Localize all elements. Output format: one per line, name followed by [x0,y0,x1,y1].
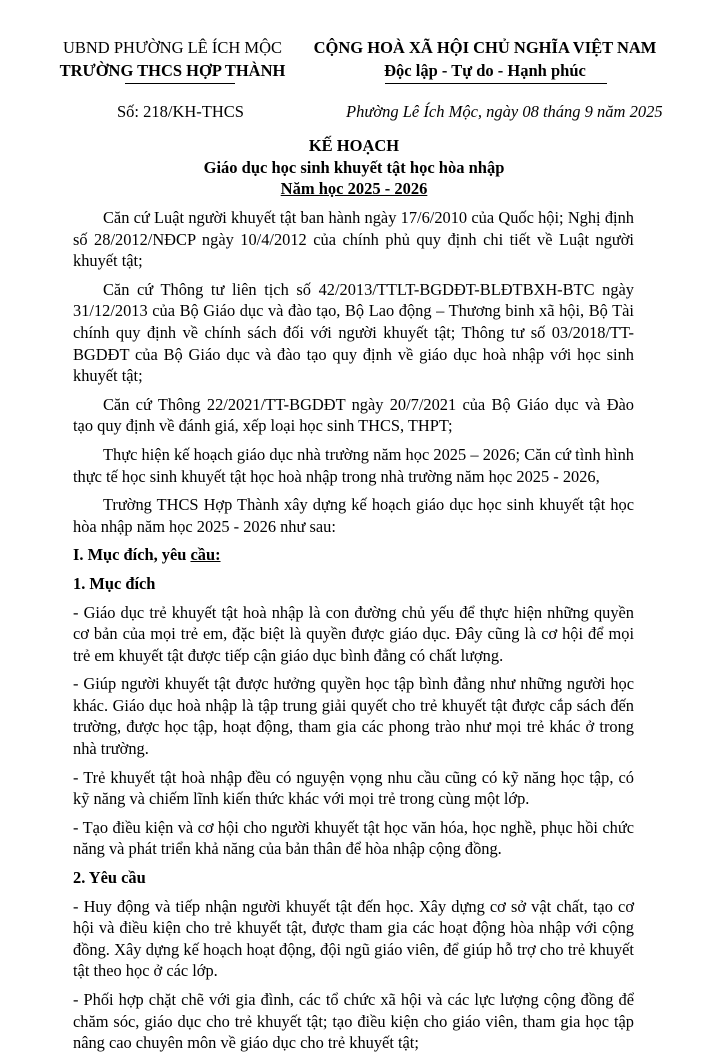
motto: Độc lập - Tự do - Hạnh phúc [384,61,586,80]
purpose-item: - Giáo dục trẻ khuyết tật hoà nhập là con đường chủ yếu để thực hiện những quyền cơ bản của mọi trẻ em, đặc biệt là quyền được giáo dục. Đây cũng là cơ hội để mọi trẻ em khuyết tật được tiếp cận giáo dục bình đẳng có chất lượng. [73,602,634,665]
purpose-item: - Trẻ khuyết tật hoà nhập đều có nguyện vọng nhu cầu cũng có kỹ năng học tập, có kỹ năng và chiếm lĩnh kiến thức khác với mọi trẻ trong cùng một lớp. [73,767,634,809]
motto-underline [385,83,607,84]
section-heading: I. Mục đích, yêu cầu: [73,545,221,565]
place-date: Phường Lê Ích Mộc, ngày 08 tháng 9 năm 2025 [346,102,663,121]
purpose-item: - Tạo điều kiện và cơ hội cho người khuyết tật học văn hóa, học nghề, phục hồi chức năng và phát triển khả năng của bản thân để hòa nhập cộng đồng. [73,817,634,859]
issuer-underline [125,83,235,84]
title-year: Năm học 2025 - 2026 [280,179,428,198]
preamble-paragraph: Trường THCS Hợp Thành xây dựng kế hoạch giáo dục học sinh khuyết tật học hòa nhập năm học 2025 - 2026 như sau: [73,495,634,536]
document-body [73,207,634,1061]
preamble-paragraph: Căn cứ Thông tư liên tịch số 42/2013/TTLT-BGDĐT-BLĐTBXH-BTC ngày 31/12/2013 của Bộ Giáo dục và đào tạo, Bộ Lao động – Thương binh xã hội, Bộ Tài chính quy định về chính sách đối với người khuyết tật; Thông tư số 03/2018/TT-BGDĐT của Bộ Giáo dục và đào tạo quy định về giáo dục hoà nhập với học sinh khuyết tật; [73,279,634,386]
requirement-item: - Huy động và tiếp nhận người khuyết tật đến học. Xây dựng cơ sở vật chất, tạo cơ hội và điều kiện cho trẻ khuyết tật, được tham gia các hoạt động hòa nhập với cộng đồng. Xây dựng kế hoạch hoạt động, đội ngũ giáo viên, để giúp hỗ trợ cho trẻ khuyết tật theo học ở các lớp. [73,896,634,981]
issuer-authority: UBND PHƯỜNG LÊ ÍCH MỘC [62,38,283,57]
issuer-school: TRƯỜNG THCS HỢP THÀNH [59,61,286,80]
purpose-item: - Giúp người khuyết tật được hưởng quyền học tập bình đẳng như những người học khác. Giáo dục hoà nhập là tập trung giải quyết cho trẻ khuyết tật được cắp sách đến trường, được học tập, hoạt động, tham gia các phong trào như mọi trẻ khác ở trong nhà trường. [73,674,634,759]
subsection-heading-purpose: 1. Mục đích [73,573,156,593]
preamble-paragraph: Căn cứ Luật người khuyết tật ban hành ngày 17/6/2010 của Quốc hội; Nghị định số 28/2012/NĐCP ngày 10/4/2012 của chính phủ quy định chi tiết về Luật người khuyết tật; [73,208,634,271]
national-motto-block [300,36,670,82]
document-number: Số: 218/KH-THCS [117,102,244,121]
country-name: CỘNG HOÀ XÃ HỘI CHỦ NGHĨA VIỆT NAM [313,38,657,57]
preamble-paragraph: Căn cứ Thông 22/2021/TT-BGDĐT ngày 20/7/2021 của Bộ Giáo dục và Đào tạo quy định về đánh giá, xếp loại học sinh THCS, THPT; [73,394,634,436]
subsection-heading-requirements: 2. Yêu cầu [73,868,146,888]
requirement-item: - Phối hợp chặt chẽ với gia đình, các tổ chức xã hội và các lực lượng cộng đồng để chăm sóc, giáo dục cho trẻ khuyết tật; tạo điều kiện cho giáo viên, tham gia học tập nâng cao chuyên môn về giáo dục cho trẻ khuyết tật; [73,990,634,1053]
document-title [0,135,708,200]
title-type: KẾ HOẠCH [308,136,400,155]
issuer-block [40,36,305,82]
title-subject: Giáo dục học sinh khuyết tật học hòa nhập [203,157,505,177]
preamble-paragraph: Thực hiện kế hoạch giáo dục nhà trường năm học 2025 – 2026; Căn cứ tình hình thực tế học sinh khuyết tật học hoà nhập trong nhà trường năm học 2025 - 2026, [73,444,634,486]
